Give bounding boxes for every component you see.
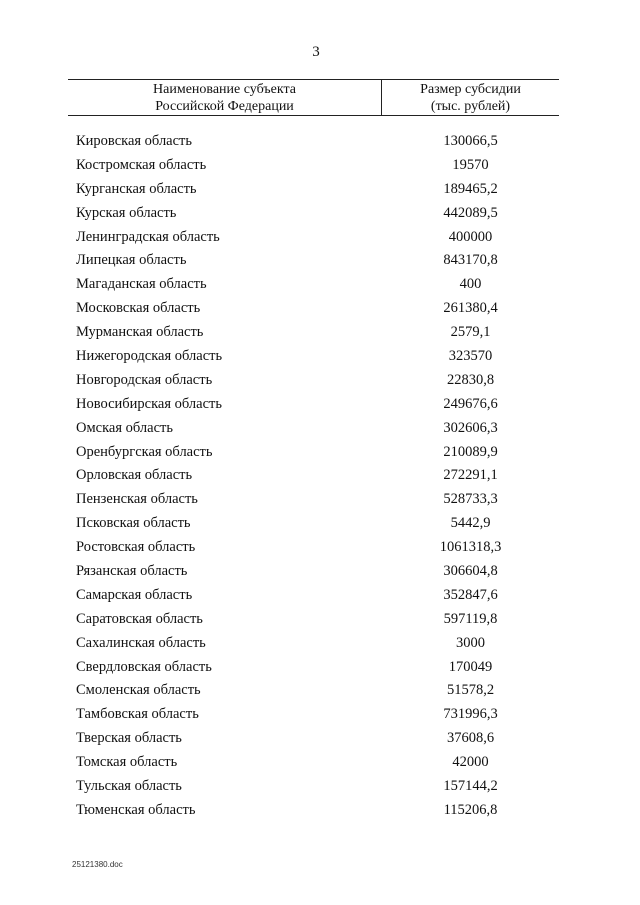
subject-name-cell: Новгородская область [76, 371, 213, 388]
subsidy-amount-cell: 3000 [456, 634, 485, 651]
subject-name-cell: Оренбургская область [76, 443, 213, 460]
table-header-top-rule [68, 79, 559, 80]
subsidy-amount-cell: 352847,6 [443, 586, 498, 603]
subsidy-amount-cell: 42000 [452, 754, 489, 771]
subject-name-cell: Свердловская область [76, 658, 212, 675]
table-row [0, 131, 640, 155]
table-body [0, 131, 640, 824]
subsidy-amount-cell: 51578,2 [446, 682, 495, 699]
subsidy-amount-cell: 597119,8 [443, 610, 498, 627]
table-row [0, 561, 640, 585]
subject-name-cell: Ростовская область [76, 539, 196, 556]
subsidy-amount-cell: 249676,6 [443, 395, 498, 412]
page-number: 3 [312, 44, 320, 60]
table-row [0, 800, 640, 824]
table-row [0, 394, 640, 418]
subsidy-amount-cell: 2579,1 [450, 324, 491, 341]
subsidy-amount-cell: 442089,5 [443, 204, 498, 221]
subsidy-amount-cell: 1061318,3 [439, 539, 502, 556]
column-header-subsidy-amount [382, 81, 559, 115]
subject-name-cell: Тамбовская область [76, 706, 199, 723]
column-header-subsidy-amount-line2: (тыс. рублей) [430, 99, 511, 114]
table-row [0, 322, 640, 346]
column-header-subsidy-amount-line1: Размер субсидии [420, 82, 521, 97]
subject-name-cell: Тверская область [76, 730, 182, 747]
subsidy-amount-cell: 306604,8 [443, 563, 498, 580]
column-header-subject-name-line1: Наименование субъекта [153, 82, 296, 97]
subsidy-amount-cell: 400 [459, 276, 482, 293]
table-row [0, 465, 640, 489]
subsidy-amount-cell: 189465,2 [443, 180, 498, 197]
subsidy-amount-cell: 37608,6 [446, 730, 495, 747]
subsidy-amount-cell: 130066,5 [443, 133, 498, 149]
column-header-subject-name-line2: Российской Федерации [155, 99, 294, 114]
subsidy-amount-cell: 115206,8 [443, 801, 498, 818]
subject-name-cell: Курская область [76, 204, 177, 221]
table-row [0, 537, 640, 561]
table-header-bottom-rule [68, 115, 559, 116]
subject-name-cell: Саратовская область [76, 610, 203, 627]
table-row [0, 513, 640, 537]
subject-name-cell: Псковская область [76, 515, 191, 532]
table-row [0, 346, 640, 370]
table-row [0, 370, 640, 394]
table-row [0, 776, 640, 800]
table-row [0, 155, 640, 179]
table-row [0, 227, 640, 251]
subsidy-amount-cell: 157144,2 [443, 778, 498, 795]
subject-name-cell: Смоленская область [76, 682, 201, 699]
subject-name-cell: Самарская область [76, 586, 193, 603]
table-row [0, 633, 640, 657]
subject-name-cell: Рязанская область [76, 563, 188, 580]
subsidy-amount-cell: 5442,9 [450, 515, 491, 532]
subject-name-cell: Омская область [76, 419, 173, 436]
table-row [0, 585, 640, 609]
table-row [0, 609, 640, 633]
subject-name-cell: Курганская область [76, 180, 197, 197]
subject-name-cell: Костромская область [76, 156, 207, 173]
table-row [0, 489, 640, 513]
table-row [0, 442, 640, 466]
table-row [0, 704, 640, 728]
table-row [0, 680, 640, 704]
table-row [0, 179, 640, 203]
subject-name-cell: Ленинградская область [76, 228, 220, 245]
subject-name-cell: Тюменская область [76, 801, 196, 818]
subsidy-amount-cell: 272291,1 [443, 467, 498, 484]
table-row [0, 752, 640, 776]
table-row [0, 418, 640, 442]
document-code: 25121380.doc [72, 860, 123, 869]
subject-name-cell: Сахалинская область [76, 634, 206, 651]
subject-name-cell: Пензенская область [76, 491, 198, 508]
subsidy-amount-cell: 19570 [452, 156, 489, 173]
table-row [0, 203, 640, 227]
column-header-subject-name [68, 81, 381, 115]
table-row [0, 657, 640, 681]
subject-name-cell: Орловская область [76, 467, 193, 484]
subject-name-cell: Кировская область [76, 133, 193, 149]
subsidy-amount-cell: 261380,4 [443, 300, 498, 317]
subject-name-cell: Нижегородская область [76, 348, 223, 365]
subsidy-amount-cell: 22830,8 [446, 371, 495, 388]
subject-name-cell: Липецкая область [76, 252, 187, 269]
table-row [0, 250, 640, 274]
subsidy-amount-cell: 323570 [448, 348, 493, 365]
table-row [0, 728, 640, 752]
subsidy-amount-cell: 400000 [448, 228, 493, 245]
table-row [0, 298, 640, 322]
subject-name-cell: Новосибирская область [76, 395, 222, 412]
subject-name-cell: Московская область [76, 300, 201, 317]
subsidy-amount-cell: 731996,3 [443, 706, 498, 723]
subsidy-amount-cell: 210089,9 [443, 443, 498, 460]
subsidy-amount-cell: 302606,3 [443, 419, 498, 436]
subject-name-cell: Томская область [76, 754, 178, 771]
subsidy-amount-cell: 843170,8 [443, 252, 498, 269]
subsidy-amount-cell: 528733,3 [443, 491, 498, 508]
table-row [0, 274, 640, 298]
subsidy-amount-cell: 170049 [448, 658, 493, 675]
subject-name-cell: Мурманская область [76, 324, 204, 341]
subject-name-cell: Тульская область [76, 778, 182, 795]
subject-name-cell: Магаданская область [76, 276, 207, 293]
